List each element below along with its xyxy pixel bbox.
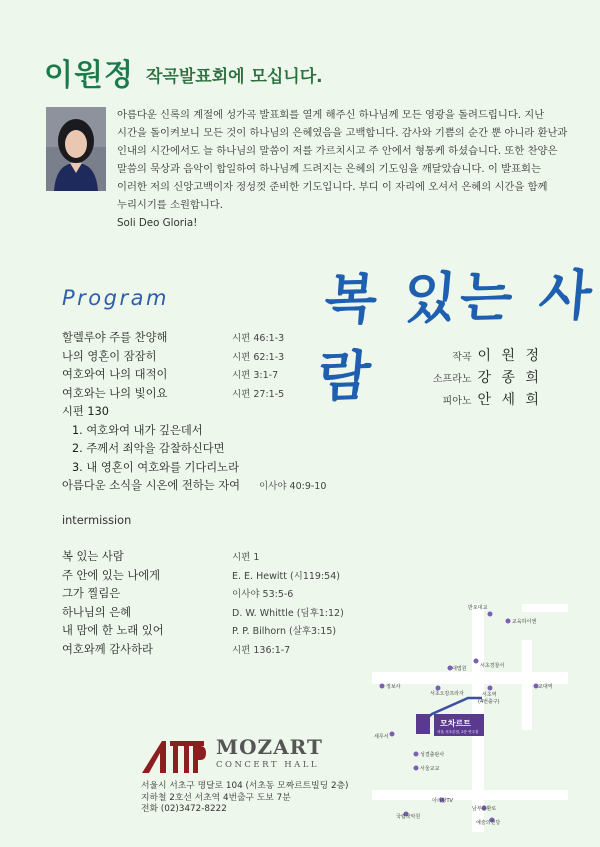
map-label: 교대역 — [538, 684, 553, 690]
map-label: 정보사 — [386, 684, 401, 690]
intermission-label: intermission — [62, 514, 132, 527]
program-item — [62, 567, 362, 586]
song-reference: 시편 62:1-3 — [232, 351, 285, 363]
map-label: 서초역 — [482, 692, 497, 698]
credit-name: 안 세 희 — [477, 392, 542, 408]
map-label: 서울교교 — [420, 766, 440, 772]
program-item — [62, 385, 362, 404]
song-title: 여호와께 감사하라 — [62, 642, 153, 656]
program-subitem — [62, 459, 362, 478]
map-pin-sub: 서울 서초본점, 2층 연주홀 — [437, 730, 479, 734]
song-reference: P. P. Bilhorn (살후3:15) — [232, 626, 337, 637]
credit-role: 소프라노 — [432, 374, 472, 385]
song-reference: 시편 27:1-5 — [232, 388, 285, 400]
program-item — [62, 641, 362, 660]
song-title: 주 안에 있는 나에게 — [62, 568, 161, 582]
program-subitem — [62, 422, 362, 441]
map-label: 세무서 — [374, 734, 389, 740]
program-list-part2 — [62, 548, 362, 659]
credit-role: 작곡 — [452, 352, 472, 363]
location-map — [372, 604, 568, 832]
program-item — [62, 604, 362, 623]
song-title: 나의 영혼이 잠잠히 — [62, 349, 157, 363]
song-title: 복 있는 사람 — [62, 550, 124, 563]
program-item — [62, 348, 362, 367]
venue-address — [141, 781, 349, 816]
song-reference: 시편 136:1-7 — [232, 644, 291, 656]
song-reference: E. E. Hewitt (시119:54) — [232, 570, 340, 582]
intro-text — [117, 106, 572, 232]
phone-line: 전화 (02)3472-8222 — [141, 804, 227, 814]
song-title: 여호와는 나의 빛이요 — [62, 386, 168, 400]
concert-title: 복 있는 사람 — [315, 263, 599, 409]
song-reference: 이사야 40:9-10 — [259, 481, 327, 492]
map-label: 반포대교 — [468, 605, 488, 611]
song-title: 1. 여호와여 내가 깊은데서 — [72, 423, 203, 437]
song-title: 내 맘에 한 노래 있어 — [62, 624, 164, 637]
map-label: 국립국악원 — [396, 814, 421, 820]
program-item — [62, 477, 362, 496]
map-label: 대법원 — [452, 666, 467, 672]
song-title: 하나님의 은혜 — [62, 605, 132, 619]
map-label: 성결출판사 — [420, 752, 445, 758]
credit-row — [433, 345, 542, 367]
song-title: 여호와여 나의 대적이 — [62, 368, 168, 381]
credit-row — [433, 389, 542, 411]
program-subitem — [62, 440, 362, 459]
program-item — [62, 403, 362, 422]
song-title: 시편 130 — [62, 405, 109, 418]
map-label: (4번출구) — [478, 699, 500, 705]
mozart-logo-icon — [140, 733, 208, 775]
venue-subtitle: CONCERT HALL — [216, 760, 320, 770]
map-label: 서초오감프라자 — [430, 691, 464, 697]
performer-credits — [433, 345, 542, 411]
program-heading: Program — [62, 286, 169, 310]
address-line: 서울시 서초구 명달로 104 (서초동 모짜르트빌딩 2층) — [141, 781, 349, 791]
program-list-part1 — [62, 329, 362, 496]
credit-name: 이 원 정 — [477, 348, 542, 364]
map-label: 교육하이앤 — [512, 619, 537, 625]
invitation-text: 작곡발표회에 모십니다. — [146, 67, 323, 87]
map-label: 아리랑TV — [432, 798, 453, 804]
song-title: 그가 찔림은 — [62, 587, 121, 600]
song-title: 3. 내 영혼이 여호와를 기다리노라 — [72, 460, 240, 474]
credit-row — [433, 367, 542, 389]
map-pin-name: 모차르트 — [440, 719, 471, 728]
song-reference: 시편 3:1-7 — [232, 370, 279, 381]
credit-role: 피아노 — [442, 396, 472, 407]
venue-name: MOZART — [216, 735, 323, 759]
song-reference: 시편 46:1-3 — [232, 333, 285, 344]
song-title: 할렐루야 주를 찬양해 — [62, 331, 168, 344]
address-line: 지하철 2호선 서초역 4번출구 도보 7분 — [141, 792, 291, 803]
song-title: 아름다운 소식을 시온에 전하는 자여 — [62, 479, 241, 492]
intro-paragraph: 아름다운 신록의 계절에 성가곡 발표회를 열게 해주신 하나님께 모든 영광을 돌려드립니다. 지난 시간을 돌이켜보니 모든 것이 하나님의 은혜였음을 고백합니다. 감사와 기쁨의 순간 뿐 아니라 환난과 인내의 시간에서도 늘 하나님의 말씀이 저를 가르치시고 주 안에서 형통케 하셨습니다. 또한 찬양은 말씀의 묵상과 음악이 합일하여 하나님께 드려지는 은혜의 기도임을 깨달았습니다. 이 발표회는 이러한 저의 신앙고백이자 정성껏 준비한 기도입니다. 부디 이 자리에 오셔서 은혜의 시간을 함께 누리시기를 소원합니다. — [117, 109, 568, 211]
intro-closing: Soli Deo Gloria! — [117, 217, 198, 229]
song-reference: 이사야 53:5-6 — [232, 589, 294, 600]
song-reference: D. W. Whittle (딤후1:12) — [232, 607, 344, 619]
program-item — [62, 622, 362, 641]
program-item — [62, 329, 362, 348]
composer-photo — [46, 107, 106, 191]
song-title: 2. 주께서 죄악을 감찰하신다면 — [72, 442, 225, 455]
credit-name: 강 종 희 — [477, 370, 542, 386]
program-item — [62, 366, 362, 385]
composer-name: 이원정 — [44, 58, 134, 93]
map-label: 남부순환로 — [472, 806, 497, 812]
program-item — [62, 585, 362, 604]
map-label: 예술의전당 — [476, 820, 501, 826]
song-reference: 시편 1 — [232, 552, 260, 563]
program-item — [62, 548, 362, 567]
map-label: 서초경찰서 — [480, 663, 505, 669]
